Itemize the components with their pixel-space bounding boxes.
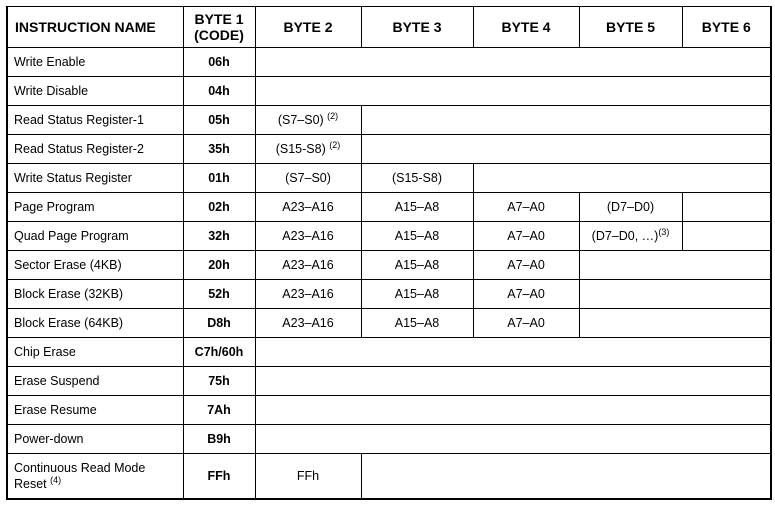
instruction-name: Block Erase (64KB) [7, 309, 183, 338]
instruction-table [6, 6, 772, 500]
header-row [7, 7, 771, 48]
footnote-ref: (4) [50, 474, 62, 485]
table-row [7, 338, 771, 367]
byte6-value [682, 222, 771, 251]
footnote-ref: (2) [329, 139, 341, 150]
byte2-value [255, 106, 361, 135]
byte2-value: A23–A16 [255, 280, 361, 309]
byte4-value: A7–A0 [473, 280, 579, 309]
empty-bytes [255, 367, 771, 396]
table-row [7, 135, 771, 164]
instruction-code: 75h [183, 367, 255, 396]
instruction-name: Read Status Register-2 [7, 135, 183, 164]
empty-bytes [579, 251, 771, 280]
empty-bytes [361, 454, 771, 500]
table-row [7, 280, 771, 309]
table-row [7, 222, 771, 251]
instruction-code: 06h [183, 48, 255, 77]
header-byte3: BYTE 3 [361, 7, 473, 48]
header-instruction-name: INSTRUCTION NAME [7, 7, 183, 48]
table-row [7, 309, 771, 338]
byte2-value: (S7–S0) [255, 164, 361, 193]
instruction-code: 04h [183, 77, 255, 106]
header-byte1-label: BYTE 1 [194, 11, 244, 27]
header-byte1-sub: (CODE) [194, 27, 244, 43]
instruction-code: C7h/60h [183, 338, 255, 367]
instruction-name-text: Continuous Read Mode Reset [14, 461, 146, 491]
byte5-value: (D7–D0) [579, 193, 682, 222]
empty-bytes [255, 338, 771, 367]
empty-bytes [255, 48, 771, 77]
instruction-code: 35h [183, 135, 255, 164]
header-byte1 [183, 7, 255, 48]
instruction-name: Write Status Register [7, 164, 183, 193]
table-row [7, 77, 771, 106]
header-byte6: BYTE 6 [682, 7, 771, 48]
instruction-name: Write Enable [7, 48, 183, 77]
byte3-value: A15–A8 [361, 222, 473, 251]
empty-bytes [361, 106, 771, 135]
table-row [7, 106, 771, 135]
instruction-code: 32h [183, 222, 255, 251]
byte4-value: A7–A0 [473, 309, 579, 338]
instruction-code: 02h [183, 193, 255, 222]
empty-bytes [473, 164, 771, 193]
table-row [7, 251, 771, 280]
byte2-text: (S15-S8) [275, 142, 326, 156]
empty-bytes [361, 135, 771, 164]
byte3-value: A15–A8 [361, 309, 473, 338]
byte2-value [255, 135, 361, 164]
instruction-name: Erase Resume [7, 396, 183, 425]
header-byte4: BYTE 4 [473, 7, 579, 48]
empty-bytes [255, 425, 771, 454]
table-row [7, 48, 771, 77]
byte2-value: A23–A16 [255, 309, 361, 338]
instruction-name [7, 454, 183, 500]
byte3-value: A15–A8 [361, 280, 473, 309]
instruction-code: 20h [183, 251, 255, 280]
empty-bytes [579, 309, 771, 338]
byte3-value: (S15-S8) [361, 164, 473, 193]
instruction-code: D8h [183, 309, 255, 338]
empty-bytes [255, 396, 771, 425]
byte4-value: A7–A0 [473, 251, 579, 280]
footnote-ref: (3) [658, 226, 670, 237]
instruction-code: 01h [183, 164, 255, 193]
instruction-code: B9h [183, 425, 255, 454]
instruction-name: Page Program [7, 193, 183, 222]
table-row [7, 425, 771, 454]
byte5-value [579, 222, 682, 251]
empty-bytes [579, 280, 771, 309]
table-row [7, 164, 771, 193]
instruction-name: Quad Page Program [7, 222, 183, 251]
byte4-value: A7–A0 [473, 222, 579, 251]
table-row [7, 367, 771, 396]
byte2-value: A23–A16 [255, 222, 361, 251]
instruction-name: Erase Suspend [7, 367, 183, 396]
instruction-code: 7Ah [183, 396, 255, 425]
instruction-name: Read Status Register-1 [7, 106, 183, 135]
byte3-value: A15–A8 [361, 251, 473, 280]
header-byte2: BYTE 2 [255, 7, 361, 48]
instruction-code: 52h [183, 280, 255, 309]
header-byte5: BYTE 5 [579, 7, 682, 48]
byte2-text: (S7–S0) [277, 113, 324, 127]
instruction-name: Chip Erase [7, 338, 183, 367]
footnote-ref: (2) [327, 110, 339, 121]
byte4-value: A7–A0 [473, 193, 579, 222]
byte2-value: A23–A16 [255, 193, 361, 222]
table-row [7, 396, 771, 425]
empty-bytes [255, 77, 771, 106]
instruction-name: Power-down [7, 425, 183, 454]
instruction-name: Block Erase (32KB) [7, 280, 183, 309]
instruction-name: Write Disable [7, 77, 183, 106]
instruction-code: FFh [183, 454, 255, 500]
instruction-name: Sector Erase (4KB) [7, 251, 183, 280]
byte2-value: FFh [255, 454, 361, 500]
byte2-value: A23–A16 [255, 251, 361, 280]
byte6-value [682, 193, 771, 222]
instruction-code: 05h [183, 106, 255, 135]
byte5-text: (D7–D0, …) [591, 229, 659, 243]
table-row [7, 454, 771, 500]
table-row [7, 193, 771, 222]
byte3-value: A15–A8 [361, 193, 473, 222]
